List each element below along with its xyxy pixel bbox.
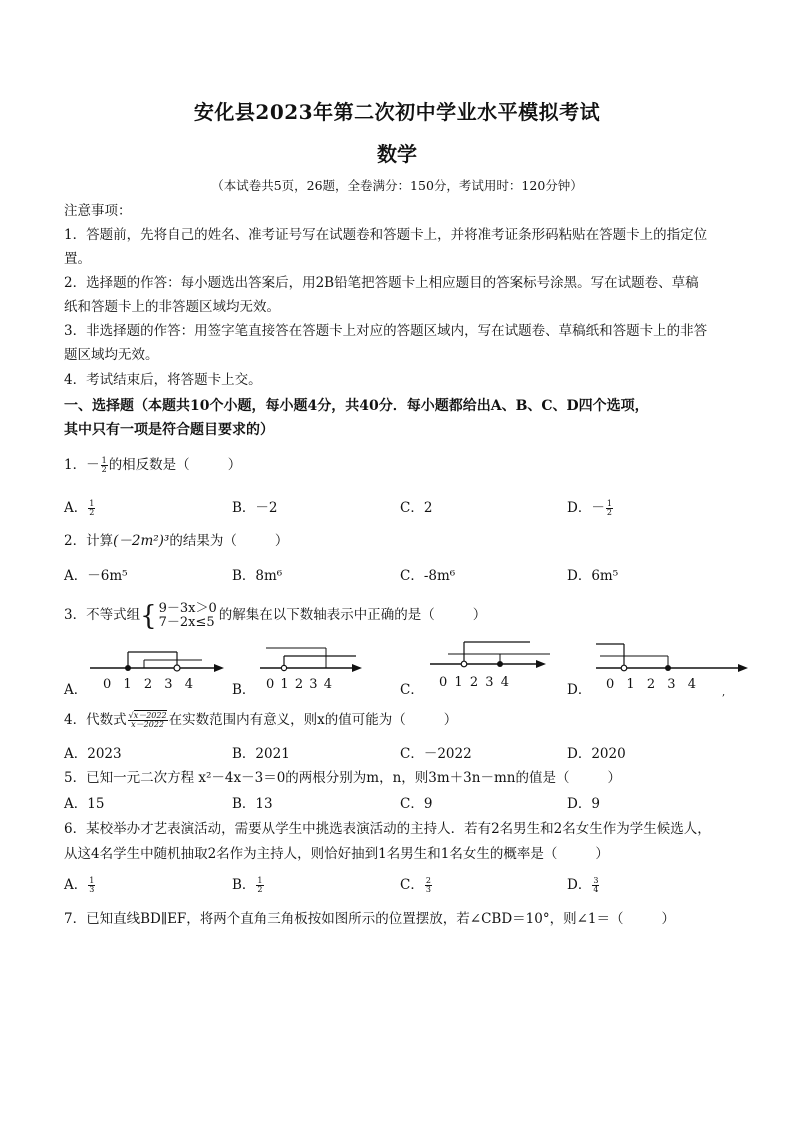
q3-inequality-system: 9－3x＞0 7－2x≤5: [158, 600, 217, 630]
question-3: 3．不等式组{ 9－3x＞0 7－2x≤5 的解集在以下数轴表示中正确的是（ ）: [64, 599, 487, 632]
q1-option-c: C．2: [400, 500, 433, 516]
q5-option-b: B．13: [232, 796, 273, 812]
question-5: 5．已知一元二次方程 x²－4x－3＝0的两根分别为m，n，则3m＋3n－mn的值是（ ）: [64, 770, 621, 786]
q6-option-c: C． $\frac{2}{3}$: [400, 876, 431, 894]
exam-subject: 数学: [377, 142, 417, 166]
q6-option-d: D． $\frac{3}{4}$: [567, 876, 599, 894]
q3-ticks-c: 0 1 2 3 4: [439, 675, 509, 690]
note-line: 3．非选择题的作答：用签字笔直接答在答题卡上对应的答题区域内，写在试题卷、草稿纸和答题卡上的非答: [64, 323, 708, 339]
q4-option-a: A．2023: [64, 746, 122, 762]
note-line: 4．考试结束后，将答题卡上交。: [64, 372, 262, 388]
q1-text: 的相反数是（: [108, 457, 190, 473]
section-heading-cont: 其中只有一项是符合题目要求的）: [64, 422, 274, 438]
q4-expression: $\frac{√x-2022}{x-2022}$: [128, 711, 167, 729]
q2-option-a: A．－6m⁵: [64, 568, 128, 584]
question-4: 4．代数式 $\frac{√x-2022}{x-2022}$ 在实数范围内有意义，则x的值可能为（ ）: [64, 711, 458, 729]
q5-option-c: C．9: [400, 796, 433, 812]
q6-option-b: B． $\frac{1}{2}$: [232, 876, 263, 894]
q3-ticks-a: 0 1 2 3 4: [103, 677, 193, 692]
question-1: 1．－ $\frac{1}{2}$ 的相反数是（ ）: [64, 456, 242, 474]
question-7: 7．已知直线BD∥EF，将两个直角三角板按如图所示的位置摆放，若∠CBD＝10°，则∠1＝（ ）: [64, 911, 676, 927]
q1-option-d: D．－ $\frac{1}{2}$: [567, 499, 612, 517]
question-2: 2．计算(－2m²)³的结果为（ ）: [64, 533, 289, 549]
notes-heading: 注意事项：: [64, 203, 132, 219]
q2-option-d: D．6m⁵: [567, 568, 619, 584]
q2-option-b: B．8m⁶: [232, 568, 283, 584]
q6-option-a: A． $\frac{1}{3}$: [64, 876, 95, 894]
q4-option-c: C．－2022: [400, 746, 472, 762]
note-line: 置。: [64, 251, 91, 267]
q5-option-a: A．15: [64, 796, 105, 812]
q5-option-d: D．9: [567, 796, 600, 812]
note-line: 题区域均无效。: [64, 347, 159, 363]
q1-prefix: 1．: [64, 457, 87, 473]
q3-trailing-mark: ,: [722, 687, 726, 698]
q3-ticks-d: 0 1 2 3 4: [606, 677, 696, 692]
q1-option-b: B．－2: [232, 500, 278, 516]
question-6-cont: 从这4名学生中随机抽取2名作为主持人，则恰好抽到1名男生和1名女生的概率是（ ）: [64, 846, 609, 862]
q3-ticks-b: 0 1 2 3 4: [266, 677, 332, 692]
q3-option-b-label: B．: [232, 682, 256, 698]
section-heading: 一、选择题（本题共10个小题，每小题4分，共40分．每小题都给出A、B、C、D四个选项，: [64, 398, 649, 414]
note-line: 纸和答题卡上的非答题区域均无效。: [64, 299, 280, 315]
q2-expression: (－2m²)³: [113, 533, 170, 549]
q3-option-d-label: D．: [567, 682, 592, 698]
q1-option-a: A． $\frac{1}{2}$: [64, 499, 95, 517]
q4-option-d: D．2020: [567, 746, 626, 762]
note-line: 1．答题前，先将自己的姓名、准考证号写在试题卷和答题卡上，并将准考证条形码粘贴在答题卡上的指定位: [64, 227, 708, 243]
exam-title: 安化县2023年第二次初中学业水平模拟考试: [193, 100, 601, 124]
q2-option-c: C．-8m⁶: [400, 568, 456, 584]
q1-neg: －: [86, 457, 100, 473]
note-line: 2．选择题的作答：每小题选出答案后，用2B铅笔把答题卡上相应题目的答案标号涂黑。写在试题卷、草稿: [64, 275, 699, 291]
question-6: 6．某校举办才艺表演活动，需要从学生中挑选表演活动的主持人．若有2名男生和2名女生作为学生候选人，: [64, 821, 711, 837]
q4-option-b: B．2021: [232, 746, 290, 762]
q1-fraction: $\frac{1}{2}$: [101, 456, 107, 474]
exam-meta: （本试卷共5页，26题，全卷满分：150分，考试用时：120分钟）: [211, 178, 583, 193]
q3-option-c-label: C．: [400, 682, 424, 698]
q3-option-a-label: A．: [64, 682, 88, 698]
